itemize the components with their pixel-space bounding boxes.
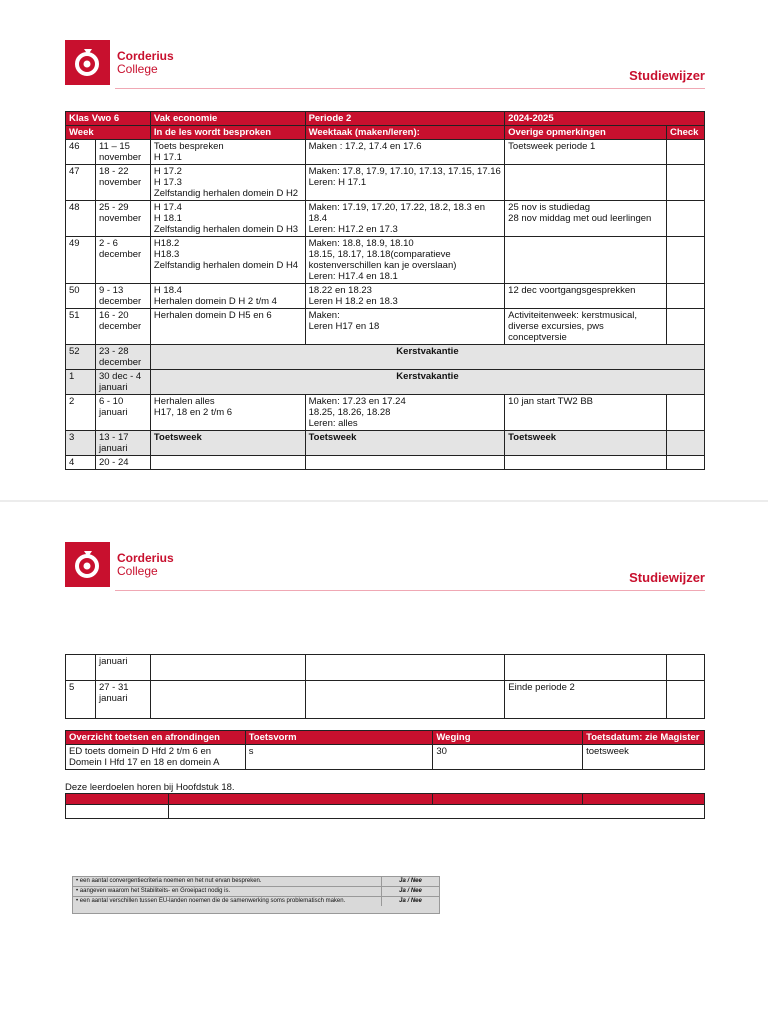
- text-line: 25 - 29: [98, 202, 129, 213]
- check-cell: [666, 201, 704, 237]
- text-line: H 18.4: [153, 285, 182, 296]
- scan-text: • aangeven waarom het Stabiliteits- en Groeipact nodig is.: [76, 888, 231, 894]
- text-line: Herhalen domein D H5 en 6: [153, 310, 272, 321]
- text-line: Domein I Hfd 17 en 18 en domein A: [69, 757, 220, 768]
- les-cell: [150, 237, 305, 284]
- table-row: [66, 745, 705, 770]
- table-row: [66, 395, 705, 431]
- text-line: Leren: H17.2 en 17.3: [308, 224, 398, 235]
- date-cell: [95, 456, 150, 470]
- header-cell: Weektaak (maken/leren):: [305, 126, 505, 140]
- header-cell: Overige opmerkingen: [505, 126, 667, 140]
- date-cell: [95, 165, 150, 201]
- date-cell: [95, 237, 150, 284]
- week-cell: [66, 655, 96, 681]
- week-cell: 50: [66, 284, 96, 309]
- opm-cell: [505, 655, 667, 681]
- text-line: Maken: 18.8, 18.9, 18.10: [308, 238, 414, 249]
- omschrijving-cell: [66, 745, 246, 770]
- text-line: 12 dec voortgangsgesprekken: [508, 285, 636, 296]
- opm-cell: [505, 395, 667, 431]
- empty-cell: [305, 456, 505, 470]
- empty-cell: [505, 456, 667, 470]
- text-line: H 17.4: [153, 202, 182, 213]
- brand-line-1: Corderius: [117, 551, 174, 565]
- text-line: december: [98, 321, 142, 332]
- date-cell: [95, 345, 150, 370]
- week-cell: 2: [66, 395, 96, 431]
- taak-cell: [305, 284, 505, 309]
- text-line: Leren: H 17.1: [308, 177, 367, 188]
- week-cell: 47: [66, 165, 96, 201]
- table-row: [66, 284, 705, 309]
- header-cell: Periode 2: [305, 112, 505, 126]
- check-cell: [667, 655, 705, 681]
- text-line: Zelfstandig herhalen domein D H4: [153, 260, 299, 271]
- text-line: 18.15, 18.17, 18.18(comparatieve: [308, 249, 451, 260]
- les-cell: [150, 201, 305, 237]
- text-line: Activiteitenweek: kerstmusical,: [508, 310, 637, 321]
- les-cell: [150, 140, 305, 165]
- date-cell: [95, 431, 150, 456]
- text-line: H17, 18 en 2 t/m 6: [153, 407, 233, 418]
- check-cell: [666, 165, 704, 201]
- scan-answer: Ja / Nee: [381, 887, 439, 896]
- table-row: [66, 237, 705, 284]
- text-line: december: [98, 249, 142, 260]
- header-cell: [583, 794, 705, 805]
- text-line: Leren H 18.2 en 18.3: [308, 296, 398, 307]
- text-line: Toetsweek periode 1: [508, 141, 596, 152]
- brand-line-1: Corderius: [117, 49, 174, 63]
- text-line: Leren: H17.4 en 18.1: [308, 271, 398, 282]
- date-line: 27 - 31: [98, 682, 129, 693]
- brand-line-2: College: [117, 564, 158, 578]
- table-row: [66, 681, 705, 719]
- text-line: november: [98, 177, 142, 188]
- college-logo: [65, 40, 110, 85]
- week-cell: 5: [66, 681, 96, 719]
- taak-cell: [305, 309, 505, 345]
- cell: [168, 805, 704, 819]
- text-line: januari: [98, 382, 128, 393]
- taak-cell: [305, 140, 505, 165]
- text-line: diverse excursies, pws conceptversie: [508, 321, 604, 343]
- header-cell: Overzicht toetsen en afrondingen: [66, 731, 246, 745]
- weging-cell: 30: [433, 745, 583, 770]
- text-line: 6 - 10: [98, 396, 124, 407]
- taak-cell: [305, 655, 505, 681]
- week-cell: 51: [66, 309, 96, 345]
- scan-row: [73, 897, 439, 906]
- taak-cell: [305, 681, 505, 719]
- toetsvorm-cell: s: [245, 745, 433, 770]
- text-line: Maken : 17.2, 17.4 en 17.6: [308, 141, 422, 152]
- date-cell: [95, 681, 150, 719]
- opm-cell: [505, 237, 667, 284]
- scan-text: • een aantal verschillen tussen EU-landen noemen die de samenwerking soms problematisch maken.: [76, 898, 346, 904]
- text-line: H 18.1: [153, 213, 182, 224]
- brand-line-2: College: [117, 62, 158, 76]
- brand-name: [117, 50, 174, 76]
- header-cell: [66, 794, 169, 805]
- opm-cell: Einde periode 2: [505, 681, 667, 719]
- page-2: [0, 502, 768, 1024]
- scan-answer: Ja / Nee: [381, 877, 439, 886]
- scan-text: • een aantal convergentiecriteria noemen en het nut ervan bespreken.: [76, 878, 262, 884]
- taak-cell: Toetsweek: [305, 431, 505, 456]
- table-row: [66, 165, 705, 201]
- date-cell: [95, 140, 150, 165]
- text-line: H 17.3: [153, 177, 182, 188]
- text-line: 30 dec - 4: [98, 371, 142, 382]
- empty-cell: [666, 456, 704, 470]
- week-cell: 48: [66, 201, 96, 237]
- opm-cell: [505, 309, 667, 345]
- table-row: [66, 140, 705, 165]
- text-line: 10 jan start TW2 BB: [508, 396, 594, 407]
- text-line: Zelfstandig herhalen domein D H3: [153, 224, 299, 235]
- taak-cell: [305, 201, 505, 237]
- text-line: 9 - 13: [98, 285, 124, 296]
- vacation-label: Kerstvakantie: [150, 370, 704, 395]
- text-line: november: [98, 213, 142, 224]
- check-cell: [666, 140, 704, 165]
- toetsen-table: [65, 730, 705, 770]
- text-line: 18.22 en 18.23: [308, 285, 372, 296]
- les-cell: Toetsweek: [150, 431, 305, 456]
- text-line: Toets bespreken: [153, 141, 224, 152]
- check-cell: [666, 309, 704, 345]
- text-line: 2 - 6: [98, 238, 118, 249]
- text-line: Herhalen alles: [153, 396, 215, 407]
- text-line: kostenverschillen kan je overslaan): [308, 260, 457, 271]
- text-line: Maken: 17.19, 17.20, 17.22, 18.2, 18.3 en 18.4: [308, 202, 485, 224]
- text-line: december: [98, 357, 142, 368]
- text-line: 20 - 24: [98, 457, 129, 468]
- text-line: Leren: alles: [308, 418, 358, 429]
- text-line: Maken:: [308, 310, 340, 321]
- table-row: [66, 655, 705, 681]
- brand-name: [117, 552, 174, 578]
- doc-title: Studiewijzer: [629, 570, 705, 585]
- text-line: Maken: 17.8, 17.9, 17.10, 17.13, 17.15, 17.16: [308, 166, 501, 177]
- table-header-row: [66, 112, 705, 126]
- week-cell: 46: [66, 140, 96, 165]
- vacation-row: [66, 345, 705, 370]
- les-cell: [150, 681, 305, 719]
- week-cell: 52: [66, 345, 96, 370]
- text-line: Herhalen domein D H 2 t/m 4: [153, 296, 277, 307]
- page-1: [0, 0, 768, 500]
- les-cell: [150, 284, 305, 309]
- toetsen-header-row: [66, 731, 705, 745]
- text-line: 25 nov is studiedag: [508, 202, 591, 213]
- header-rule: [115, 590, 705, 591]
- empty-cell: [150, 456, 305, 470]
- date-cell: [95, 284, 150, 309]
- table-row: [66, 201, 705, 237]
- week-cell: 4: [66, 456, 96, 470]
- header-cell: 2024-2025: [505, 112, 705, 126]
- date-cell: [95, 395, 150, 431]
- date-line: januari: [98, 693, 128, 704]
- text-line: 13 - 17: [98, 432, 129, 443]
- scan-row: [73, 887, 439, 897]
- header-cell: Weging: [433, 731, 583, 745]
- text-line: december: [98, 296, 142, 307]
- text-line: Zelfstandig herhalen domein D H2: [153, 188, 299, 199]
- opm-cell: [505, 284, 667, 309]
- date-cell: [95, 201, 150, 237]
- text-line: 28 nov middag met oud leerlingen: [508, 213, 652, 224]
- date-cell: [95, 370, 150, 395]
- college-logo: [65, 542, 110, 587]
- date-cell: januari: [95, 655, 150, 681]
- check-cell: [666, 431, 704, 456]
- header-cell: Check: [666, 126, 704, 140]
- leerdoelen-header-row: [66, 794, 705, 805]
- table-header-row: [66, 126, 705, 140]
- les-cell: [150, 655, 305, 681]
- les-cell: [150, 165, 305, 201]
- opm-cell: [505, 201, 667, 237]
- text-line: 18 - 22: [98, 166, 129, 177]
- header-cell: In de les wordt besproken: [150, 126, 305, 140]
- text-line: november: [98, 152, 142, 163]
- text-line: 11 – 15: [98, 141, 130, 152]
- text-line: H18.3: [153, 249, 180, 260]
- table-row: [66, 456, 705, 470]
- doc-title: Studiewijzer: [629, 68, 705, 83]
- scan-row: [73, 877, 439, 887]
- check-cell: [667, 681, 705, 719]
- text-line: Maken: 17.23 en 17.24: [308, 396, 406, 407]
- check-cell: [666, 237, 704, 284]
- opm-cell: [505, 165, 667, 201]
- text-line: januari: [98, 443, 128, 454]
- scan-answer: Ja / Nee: [381, 897, 439, 906]
- text-line: 23 - 28: [98, 346, 129, 357]
- week-cell: 3: [66, 431, 96, 456]
- text-line: H 17.1: [153, 152, 182, 163]
- toetsweek-row: [66, 431, 705, 456]
- header-cell: Week: [66, 126, 151, 140]
- text-line: 16 - 20: [98, 310, 129, 321]
- les-cell: [150, 309, 305, 345]
- check-cell: [666, 395, 704, 431]
- datum-cell: toetsweek: [583, 745, 705, 770]
- text-line: Leren H17 en 18: [308, 321, 380, 332]
- leerdoelen-table: [65, 793, 705, 819]
- week-cell: 49: [66, 237, 96, 284]
- opm-cell: Toetsweek: [505, 431, 667, 456]
- text-line: ED toets domein D Hfd 2 t/m 6 en: [69, 746, 212, 757]
- taak-cell: [305, 395, 505, 431]
- header-cell: Toetsvorm: [245, 731, 433, 745]
- table-row: [66, 805, 705, 819]
- text-line: januari: [98, 407, 128, 418]
- page-header: [65, 542, 705, 592]
- text-line: H18.2: [153, 238, 180, 249]
- opm-cell: [505, 140, 667, 165]
- taak-cell: [305, 237, 505, 284]
- vacation-label: Kerstvakantie: [150, 345, 704, 370]
- date-cell: [95, 309, 150, 345]
- header-cell: Toetsdatum: zie Magister: [583, 731, 705, 745]
- header-rule: [115, 88, 705, 89]
- vacation-row: [66, 370, 705, 395]
- les-cell: [150, 395, 305, 431]
- header-cell: [168, 794, 433, 805]
- header-cell: Vak economie: [150, 112, 305, 126]
- taak-cell: [305, 165, 505, 201]
- page-header: [65, 40, 705, 90]
- schedule-table-continued: [65, 654, 705, 719]
- schedule-table: [65, 111, 705, 470]
- text-line: 18.25, 18.26, 18.28: [308, 407, 391, 418]
- scanned-leerdoelen-image: [72, 876, 440, 914]
- text-line: H 17.2: [153, 166, 182, 177]
- header-cell: Klas Vwo 6: [66, 112, 151, 126]
- week-cell: 1: [66, 370, 96, 395]
- header-cell: [433, 794, 583, 805]
- cell: [66, 805, 169, 819]
- leerdoelen-intro: Deze leerdoelen horen bij Hoofdstuk 18.: [65, 782, 235, 793]
- table-row: [66, 309, 705, 345]
- check-cell: [666, 284, 704, 309]
